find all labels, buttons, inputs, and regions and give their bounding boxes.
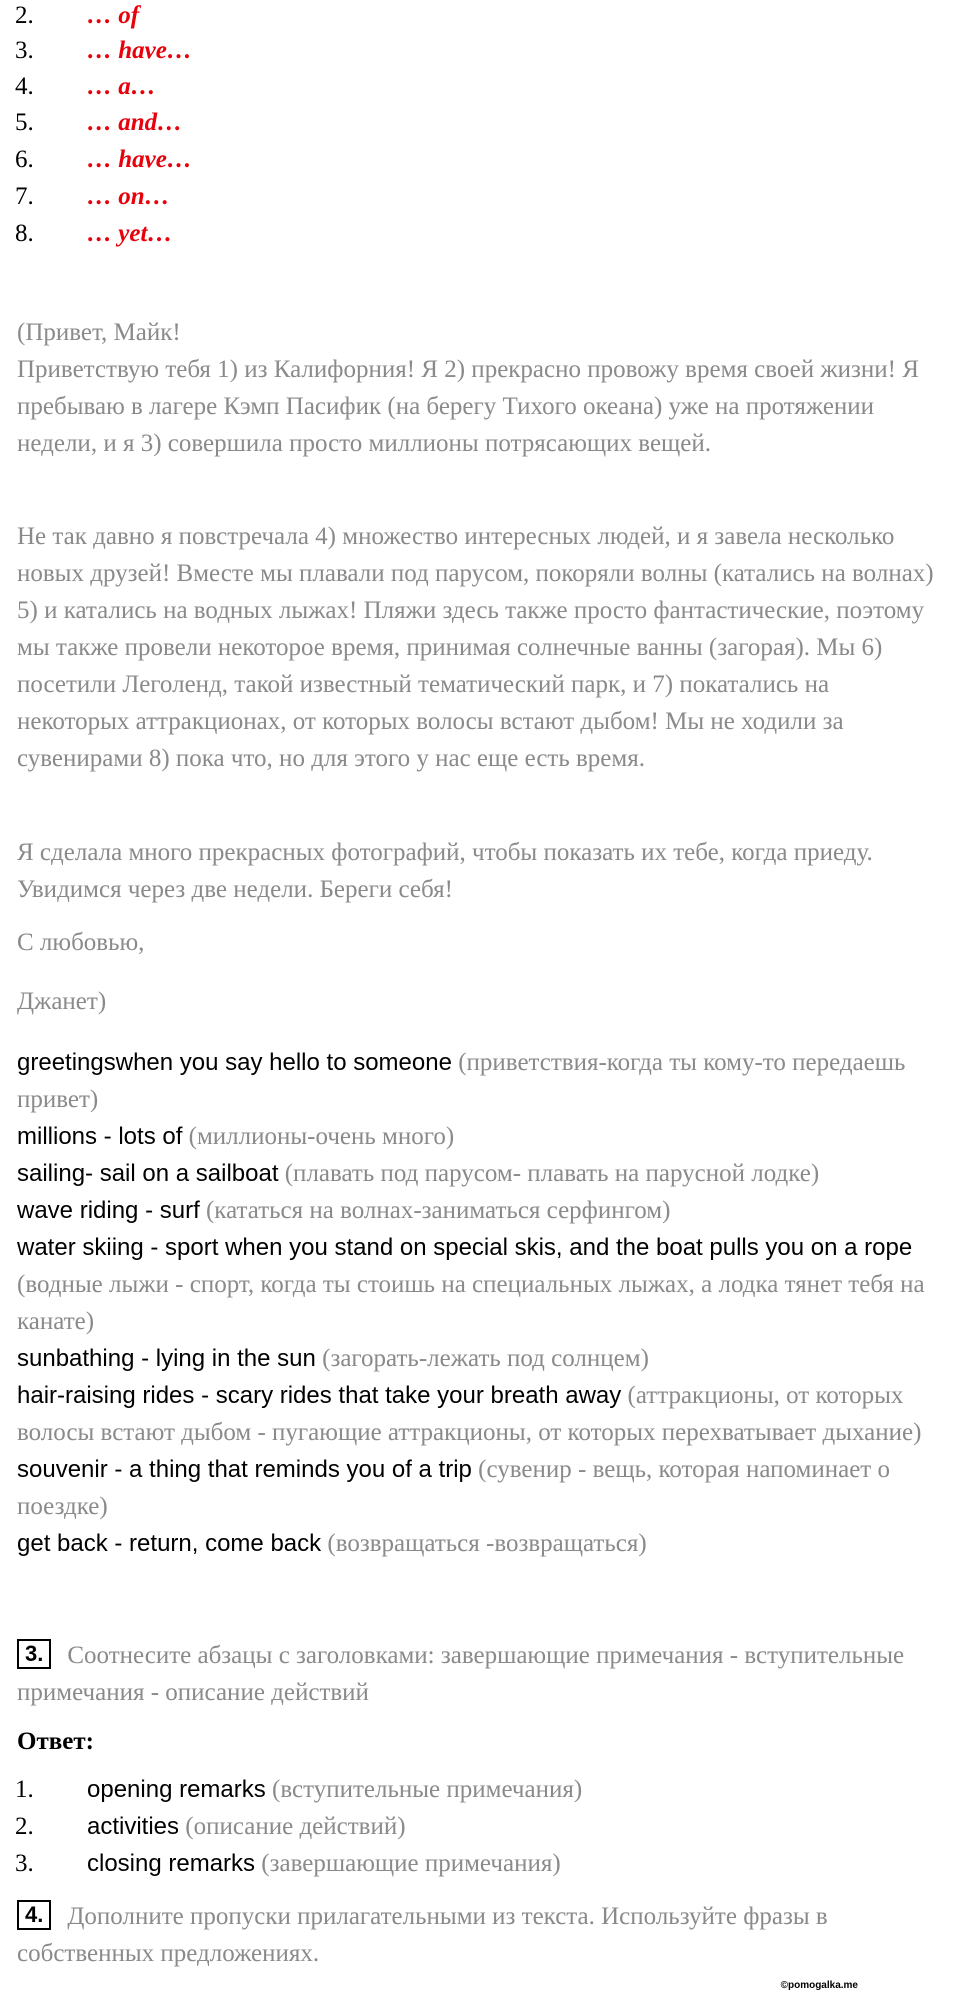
vocab-translation: (водные лыжи - спорт, когда ты стоишь на специальных лыжах, а лодка тянет тебя на канате): [17, 1271, 925, 1335]
vocab-term: millions - lots of: [17, 1123, 183, 1150]
answer-number: 3.: [15, 1850, 34, 1877]
vocab-translation: (аттракционы, от которых волосы встают дыбом - пугающие аттракционы, от которых перехватывает дыхание): [17, 1382, 922, 1446]
task-instruction: Соотнесите абзацы с заголовками: завершающие примечания - вступительные примечания - описание действий: [17, 1642, 905, 1706]
answer-number: 4.: [15, 73, 34, 100]
list-item: [17, 1451, 952, 1525]
answer-translation: (описание действий): [179, 1813, 406, 1840]
task-4: [17, 1898, 952, 1972]
vocab-translation: (приветствия-когда ты кому-то передаешь привет): [17, 1049, 906, 1113]
answer-number: 1.: [15, 1776, 34, 1803]
list-item: [17, 1377, 952, 1451]
answer-text: … of: [87, 2, 140, 29]
answer-text: … yet…: [87, 220, 173, 247]
vocab-term: wave riding - surf: [17, 1197, 200, 1224]
answer-text: … on…: [87, 183, 170, 210]
answer-text: … a…: [87, 73, 156, 100]
list-item: [17, 1155, 952, 1192]
task-3: [17, 1637, 952, 1711]
answer-number: 7.: [15, 183, 34, 210]
vocab-translation: (загорать-лежать под солнцем): [315, 1345, 649, 1372]
list-item: [17, 1340, 952, 1377]
answer-text: … and…: [87, 109, 183, 136]
letter-paragraph-2: Не так давно я повстречала 4) множество интересных людей, и я завела несколько новых друзей! Вместе мы плавали под парусом, покоряли волны (катались на волнах) 5) и катались на водных лыжах! Пляжи здесь также просто фантастические, поэтому мы также провели некоторое время, принимая солнечные ванны (загорая). Мы 6) посетили Леголенд, такой известный тематический парк, и 7) покатались на некоторых аттракционах, от которых волосы встают дыбом! Мы не ходили за сувенирами 8) пока что, но для этого у нас еще есть время.: [17, 523, 934, 772]
vocab-term: sailing- sail on a sailboat: [17, 1160, 279, 1187]
answer-text: … have…: [87, 37, 192, 64]
letter-paragraph-3: Я сделала много прекрасных фотографий, чтобы показать их тебе, когда приеду. Увидимся через две недели. Береги себя!: [17, 839, 873, 903]
answer-term: activities: [87, 1813, 180, 1840]
answer-heading: Ответ:: [17, 1728, 94, 1755]
letter-signature: Джанет): [17, 988, 107, 1015]
letter-closing: С любовью,: [17, 929, 145, 956]
letter-greeting: (Привет, Майк!: [17, 319, 181, 346]
task-instruction: Дополните пропуски прилагательными из текста. Используйте фразы в собственных предложениях.: [17, 1903, 828, 1967]
vocab-translation: (плавать под парусом- плавать на парусной лодке): [278, 1160, 820, 1187]
vocab-term: sunbathing - lying in the sun: [17, 1345, 316, 1372]
vocab-translation: (кататься на волнах-заниматься серфингом): [199, 1197, 671, 1224]
task-number-badge: 4.: [17, 1900, 51, 1930]
vocabulary-list: [17, 1044, 952, 1562]
answer-term: closing remarks: [87, 1850, 256, 1877]
list-item: [17, 1044, 952, 1118]
vocab-translation: (миллионы-очень много): [182, 1123, 455, 1150]
answer-translation: (вступительные примечания): [265, 1776, 583, 1803]
watermark: ©pomogalka.me: [780, 1980, 858, 1991]
vocab-term: greetingswhen you say hello to someone: [17, 1049, 452, 1076]
vocab-translation: (возвращаться -возвращаться): [321, 1530, 647, 1557]
list-item: [17, 1192, 952, 1229]
answer-number: 2.: [15, 2, 34, 29]
answer-translation: (завершающие примечания): [255, 1850, 561, 1877]
letter-paragraph-1: Приветствую тебя 1) из Калифорния! Я 2) прекрасно провожу время своей жизни! Я пребываю в лагере Кэмп Пасифик (на берегу Тихого океана) уже на протяжении недели, и я 3) совершила просто миллионы потрясающих вещей.: [17, 356, 919, 457]
vocab-term: get back - return, come back: [17, 1530, 322, 1557]
answer-number: 2.: [15, 1813, 34, 1840]
list-item: [17, 1229, 952, 1340]
vocab-term: hair-raising rides - scary rides that take your breath away: [17, 1382, 622, 1409]
answer-number: 8.: [15, 220, 34, 247]
answer-term: opening remarks: [87, 1776, 266, 1803]
answer-number: 6.: [15, 146, 34, 173]
vocab-term: water skiing - sport when you stand on special skis, and the boat pulls you on a rope: [17, 1234, 913, 1261]
vocab-term: souvenir - a thing that reminds you of a trip: [17, 1456, 472, 1483]
answer-text: … have…: [87, 146, 192, 173]
task-number-badge: 3.: [17, 1639, 51, 1669]
list-item: [17, 1525, 952, 1562]
answer-number: 3.: [15, 37, 34, 64]
vocab-translation: (сувенир - вещь, которая напоминает о поездке): [17, 1456, 890, 1520]
list-item: [17, 1118, 952, 1155]
answer-number: 5.: [15, 109, 34, 136]
